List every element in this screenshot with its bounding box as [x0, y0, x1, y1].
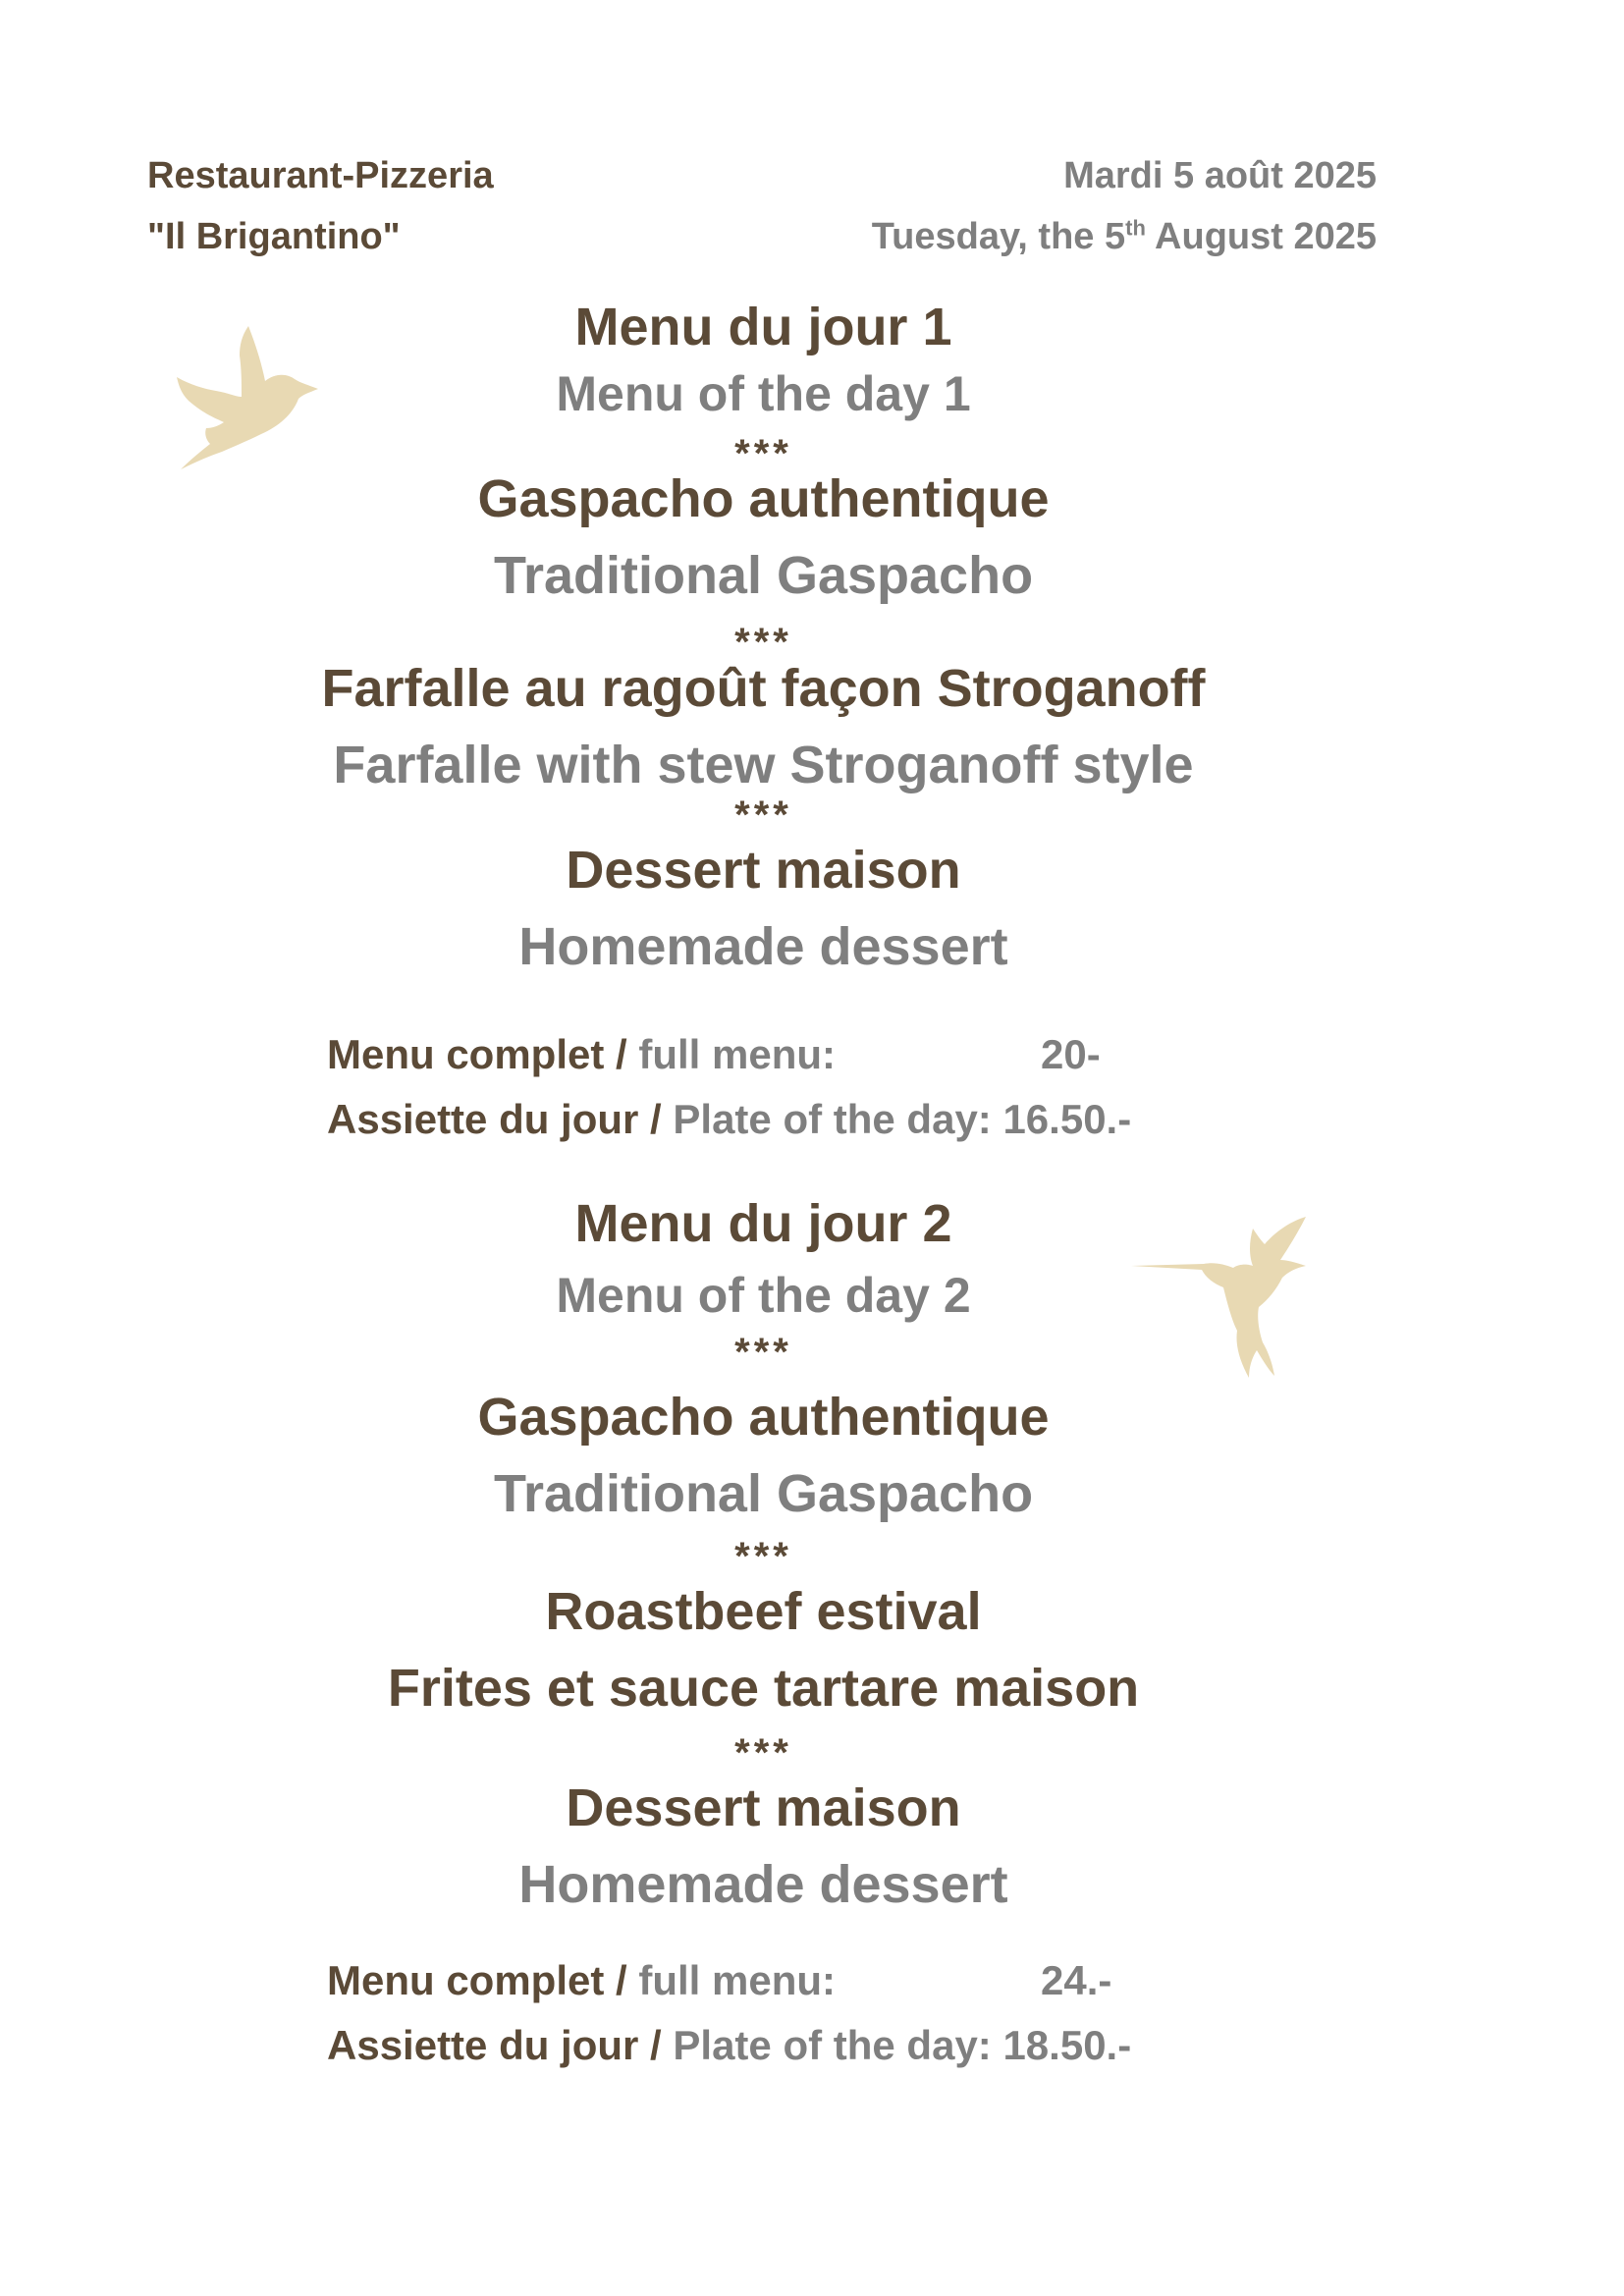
restaurant-type: Restaurant-Pizzeria [147, 155, 494, 196]
menu1-separator-3: *** [734, 793, 792, 837]
menu2-dessert-fr: Dessert maison [566, 1778, 961, 1837]
menu1-plate-price-row: Assiette du jour / Plate of the day: 16.50.- [327, 1096, 1132, 1142]
date-english: Tuesday, the 5th August 2025 [871, 215, 1377, 257]
menu1-dessert-en: Homemade dessert [518, 917, 1008, 976]
menu2-starter-en: Traditional Gaspacho [493, 1464, 1034, 1523]
menu1-main-fr: Farfalle au ragoût façon Stroganoff [321, 659, 1206, 718]
date-french: Mardi 5 août 2025 [1063, 155, 1377, 196]
menu1-dessert-fr: Dessert maison [566, 841, 961, 900]
menu1-main-en: Farfalle with stew Stroganoff style [333, 736, 1194, 794]
menu2-dessert-en: Homemade dessert [518, 1855, 1008, 1914]
menu2-main-fr: Roastbeef estival [545, 1582, 982, 1641]
menu2-title-fr: Menu du jour 2 [574, 1194, 952, 1253]
menu1-separator-1: *** [734, 432, 792, 475]
menu2-full-price: 24.- [1041, 1957, 1112, 2003]
menu2-plate-price: 18.50.- [1002, 2022, 1132, 2068]
menu1-full-price: 20- [1041, 1031, 1101, 1077]
menu2-separator-1: *** [734, 1331, 792, 1374]
menu1-full-price-row: Menu complet / full menu: 20- [327, 1031, 1101, 1077]
menu1-starter-en: Traditional Gaspacho [493, 546, 1034, 605]
restaurant-name: "Il Brigantino" [147, 216, 401, 257]
menu1-starter-fr: Gaspacho authentique [477, 469, 1050, 528]
menu2-separator-2: *** [734, 1535, 792, 1578]
menu1-title-fr: Menu du jour 1 [574, 298, 952, 356]
menu2-separator-3: *** [734, 1731, 792, 1775]
menu2-title-en: Menu of the day 2 [556, 1268, 971, 1323]
menu2-main-fr-side: Frites et sauce tartare maison [387, 1659, 1140, 1718]
menu1-separator-2: *** [734, 621, 792, 664]
menu2-full-price-row: Menu complet / full menu: 24.- [327, 1957, 1112, 2003]
menu2-plate-price-row: Assiette du jour / Plate of the day: 18.50.- [327, 2022, 1132, 2068]
menu1-title-en: Menu of the day 1 [556, 366, 971, 421]
menu1-plate-price: 16.50.- [1002, 1096, 1132, 1142]
menu2-starter-fr: Gaspacho authentique [477, 1388, 1050, 1447]
